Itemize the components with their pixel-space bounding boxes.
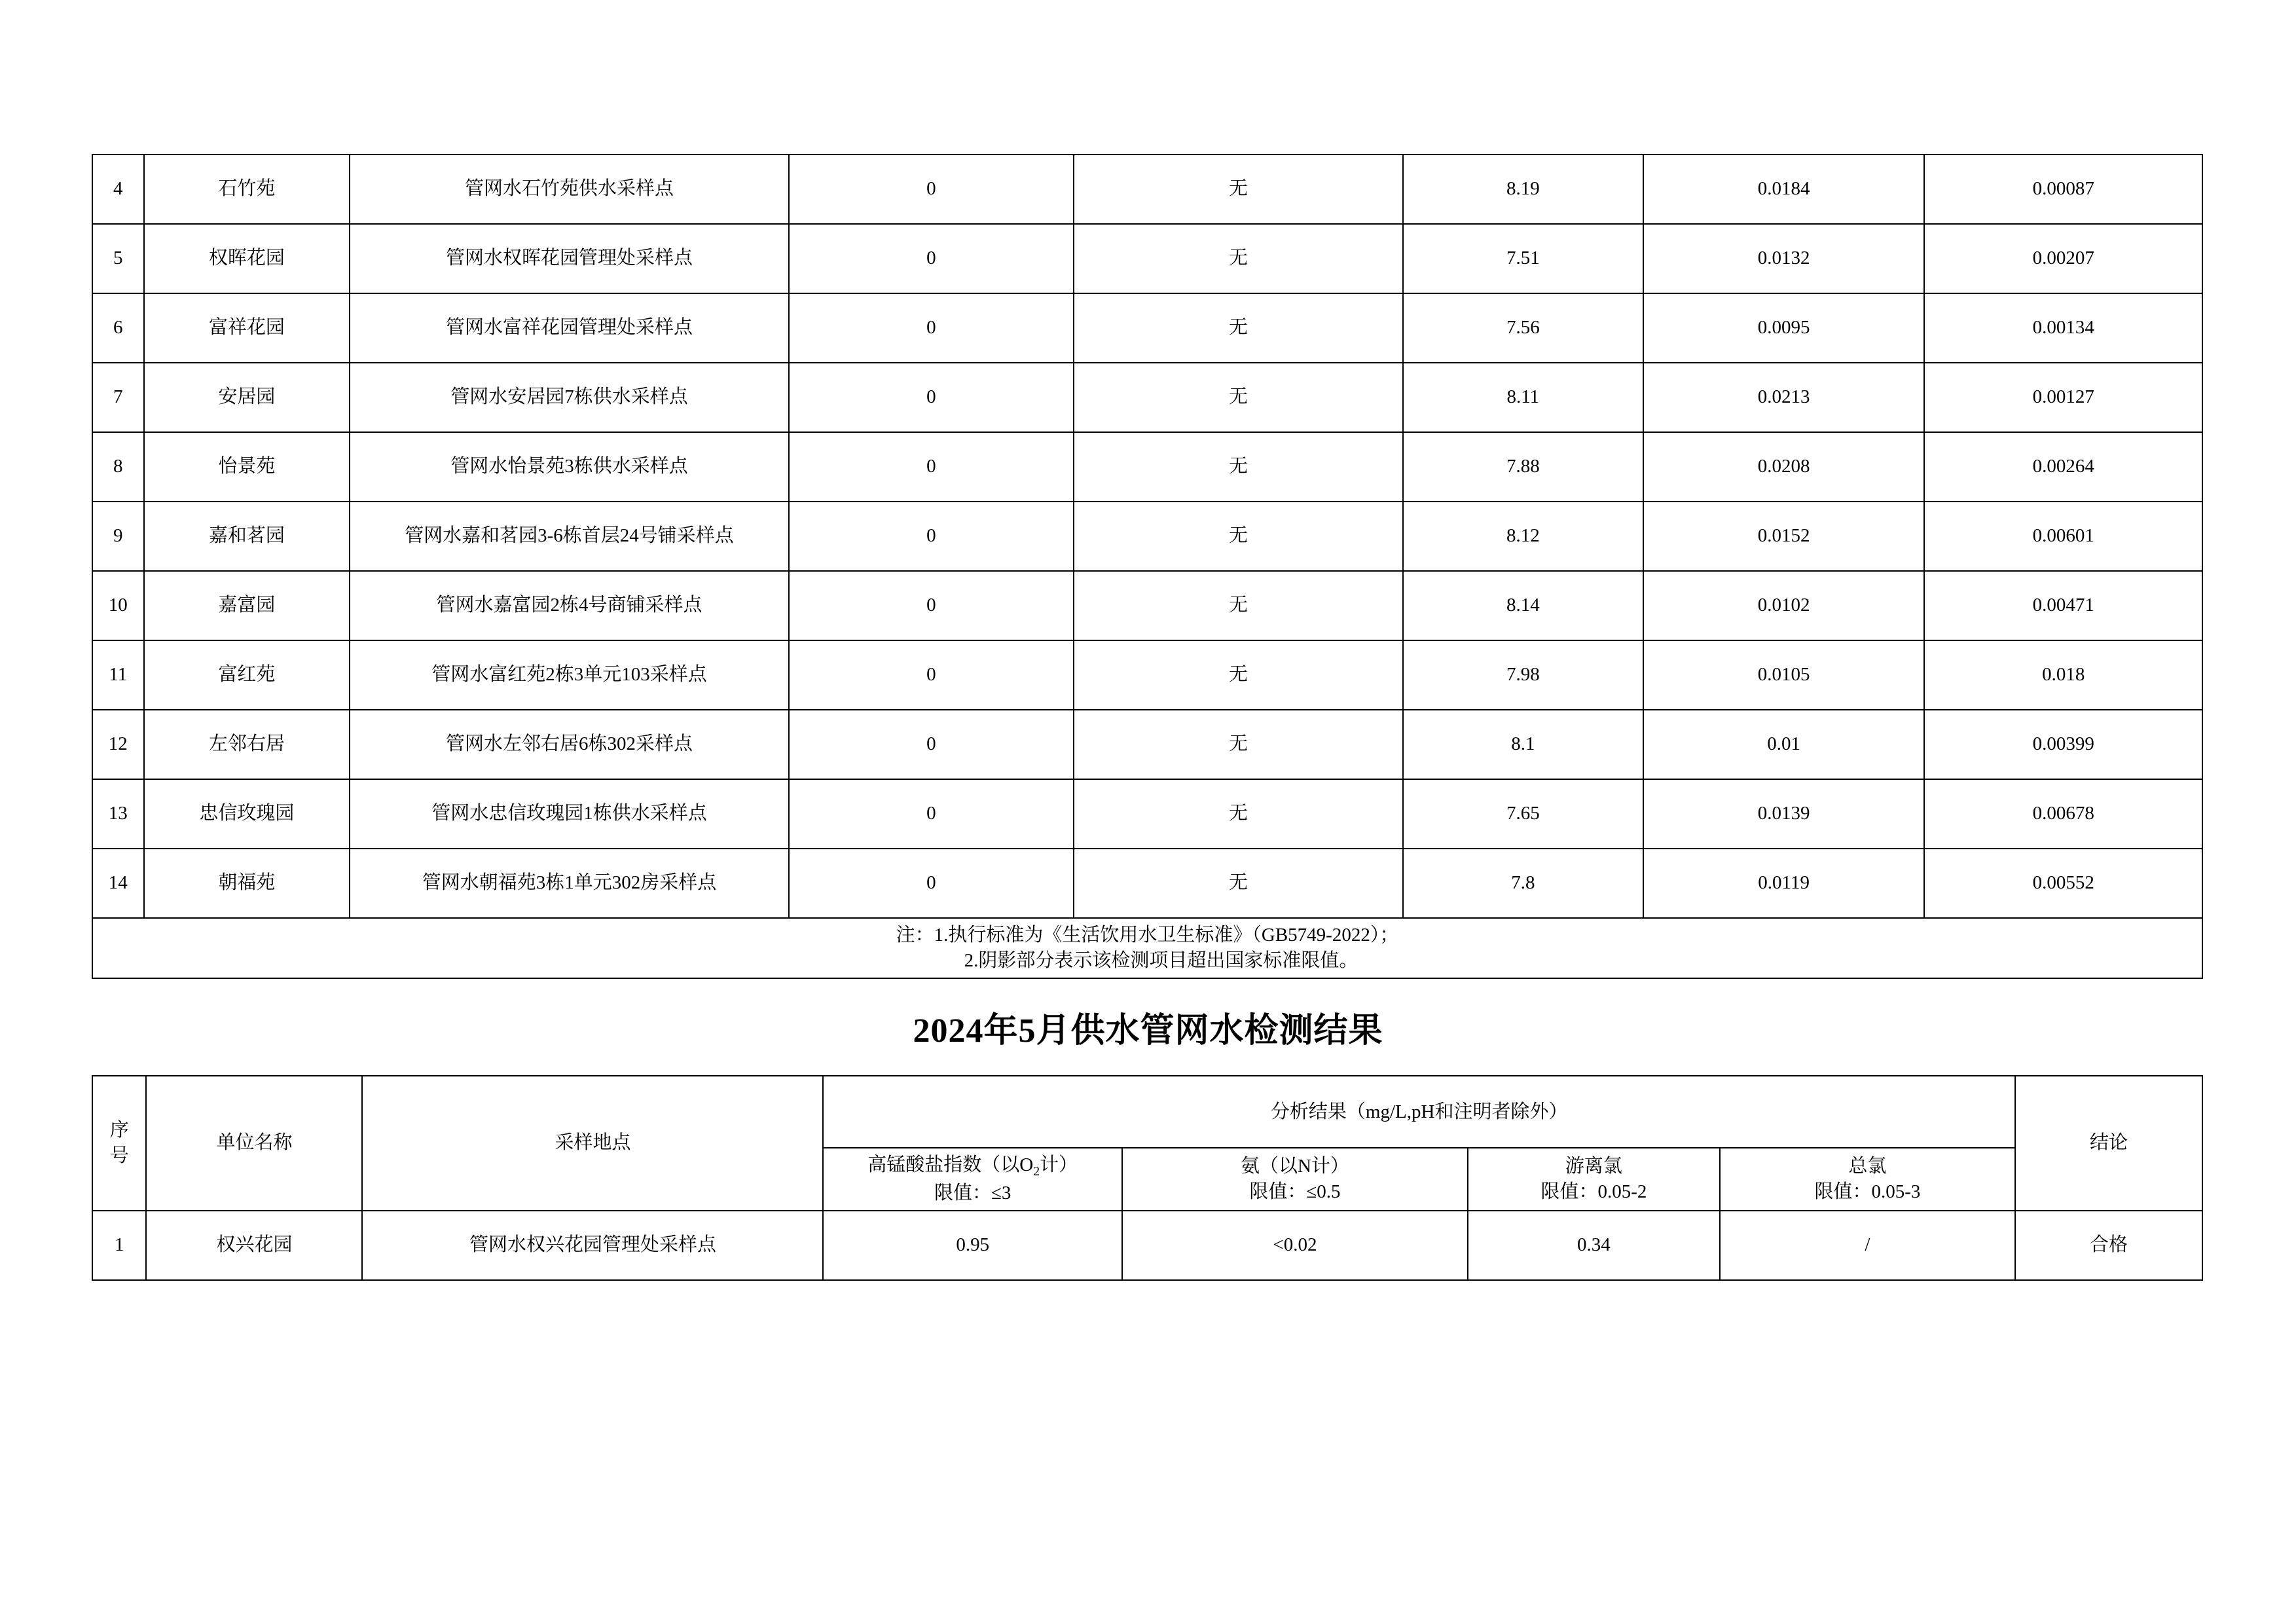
cell-value-4: 0.0208 xyxy=(1643,432,1925,502)
cell-unit-name: 朝福苑 xyxy=(144,849,350,918)
cell-value-4: 0.0152 xyxy=(1643,502,1925,571)
cell-sampling-site: 管网水安居园7栋供水采样点 xyxy=(350,363,789,432)
water-quality-table-continued xyxy=(92,154,2203,979)
table1-footnotes xyxy=(92,918,2202,978)
cell-unit-name: 嘉和茗园 xyxy=(144,502,350,571)
header-unit-name: 单位名称 xyxy=(146,1076,362,1211)
cell-sequence: 1 xyxy=(92,1211,146,1280)
cell-value-2: 无 xyxy=(1074,849,1403,918)
cell-sequence: 5 xyxy=(92,224,144,293)
cell-unit-name: 安居园 xyxy=(144,363,350,432)
cell-sequence: 11 xyxy=(92,640,144,710)
header-analyte-1 xyxy=(823,1148,1121,1211)
cell-permanganate-index: 0.95 xyxy=(823,1211,1121,1280)
cell-unit-name: 富红苑 xyxy=(144,640,350,710)
header-analyte-limit-3: 限值：0.05-2 xyxy=(1540,1181,1647,1203)
header-analyte-name-2: 氨（以N计） xyxy=(1240,1155,1349,1177)
cell-unit-name: 富祥花园 xyxy=(144,293,350,363)
cell-sampling-site: 管网水忠信玫瑰园1栋供水采样点 xyxy=(350,779,789,849)
cell-unit-name: 权晖花园 xyxy=(144,224,350,293)
header-conclusion: 结论 xyxy=(2015,1076,2202,1211)
cell-value-2: 无 xyxy=(1074,710,1403,779)
cell-value-2: 无 xyxy=(1074,571,1403,640)
cell-sequence: 4 xyxy=(92,155,144,224)
cell-sequence: 14 xyxy=(92,849,144,918)
cell-unit-name: 权兴花园 xyxy=(146,1211,362,1280)
header-analyte-name-1: 高锰酸盐指数（以$O_2$计） xyxy=(867,1154,1078,1179)
cell-value-2: 无 xyxy=(1074,432,1403,502)
note-line-2: 2.阴影部分表示该检测项目超出国家标准限值。 xyxy=(964,950,1358,972)
cell-value-1: 0 xyxy=(789,640,1074,710)
cell-value-4: 0.0095 xyxy=(1643,293,1925,363)
table-row xyxy=(92,779,2202,849)
cell-sampling-site: 管网水权兴花园管理处采样点 xyxy=(362,1211,823,1280)
cell-value-5: 0.00127 xyxy=(1924,363,2202,432)
cell-value-1: 0 xyxy=(789,779,1074,849)
header-analyte-4 xyxy=(1720,1148,2015,1211)
table-row xyxy=(92,363,2202,432)
cell-free-chlorine: 0.34 xyxy=(1468,1211,1720,1280)
cell-value-4: 0.0213 xyxy=(1643,363,1925,432)
cell-value-2: 无 xyxy=(1074,155,1403,224)
cell-value-3: 7.65 xyxy=(1403,779,1643,849)
header-analyte-limit-2: 限值：≤0.5 xyxy=(1249,1181,1341,1203)
cell-value-2: 无 xyxy=(1074,640,1403,710)
cell-conclusion: 合格 xyxy=(2015,1211,2202,1280)
cell-value-2: 无 xyxy=(1074,293,1403,363)
cell-unit-name: 怡景苑 xyxy=(144,432,350,502)
cell-value-3: 7.98 xyxy=(1403,640,1643,710)
table1-body xyxy=(92,155,2202,918)
cell-unit-name: 忠信玫瑰园 xyxy=(144,779,350,849)
cell-sequence: 10 xyxy=(92,571,144,640)
cell-value-1: 0 xyxy=(789,224,1074,293)
cell-sampling-site: 管网水嘉富园2栋4号商铺采样点 xyxy=(350,571,789,640)
table-row xyxy=(92,571,2202,640)
cell-value-4: 0.0132 xyxy=(1643,224,1925,293)
header-sequence-line-2: 号 xyxy=(109,1145,129,1167)
cell-value-5: 0.00601 xyxy=(1924,502,2202,571)
cell-value-3: 7.88 xyxy=(1403,432,1643,502)
cell-value-3: 7.56 xyxy=(1403,293,1643,363)
header-analyte-2 xyxy=(1122,1148,1468,1211)
cell-value-1: 0 xyxy=(789,571,1074,640)
header-analysis-results-group: 分析结果（mg/L,pH和注明者除外） xyxy=(823,1076,2014,1148)
table-row xyxy=(92,502,2202,571)
cell-value-5: 0.00264 xyxy=(1924,432,2202,502)
header-sequence xyxy=(92,1076,146,1211)
cell-value-5: 0.00552 xyxy=(1924,849,2202,918)
cell-value-4: 0.01 xyxy=(1643,710,1925,779)
cell-value-5: 0.00678 xyxy=(1924,779,2202,849)
cell-unit-name: 石竹苑 xyxy=(144,155,350,224)
cell-value-1: 0 xyxy=(789,155,1074,224)
table-row xyxy=(92,293,2202,363)
cell-value-4: 0.0105 xyxy=(1643,640,1925,710)
cell-value-2: 无 xyxy=(1074,779,1403,849)
cell-sampling-site: 管网水朝福苑3栋1单元302房采样点 xyxy=(350,849,789,918)
cell-value-4: 0.0119 xyxy=(1643,849,1925,918)
cell-value-5: 0.00471 xyxy=(1924,571,2202,640)
cell-ammonia: <0.02 xyxy=(1122,1211,1468,1280)
cell-value-1: 0 xyxy=(789,363,1074,432)
cell-value-1: 0 xyxy=(789,432,1074,502)
cell-sampling-site: 管网水权晖花园管理处采样点 xyxy=(350,224,789,293)
cell-sampling-site: 管网水嘉和茗园3-6栋首层24号铺采样点 xyxy=(350,502,789,571)
cell-sequence: 7 xyxy=(92,363,144,432)
table2-body xyxy=(92,1211,2202,1280)
page-title: 2024年5月供水管网水检测结果 xyxy=(913,1012,1383,1050)
header-analyte-3 xyxy=(1468,1148,1720,1211)
header-analyte-limit-4: 限值：0.05-3 xyxy=(1814,1181,1921,1203)
table2-head xyxy=(92,1076,2202,1211)
table-row xyxy=(92,849,2202,918)
table-row xyxy=(92,1211,2202,1280)
table-row xyxy=(92,155,2202,224)
cell-sampling-site: 管网水富红苑2栋3单元103采样点 xyxy=(350,640,789,710)
note-line-1: 注：1.执行标准为《生活饮用水卫生标准》（GB5749-2022）； xyxy=(896,925,1399,946)
table-row-notes xyxy=(92,918,2202,978)
header-sampling-site: 采样地点 xyxy=(362,1076,823,1211)
cell-value-4: 0.0102 xyxy=(1643,571,1925,640)
table-row xyxy=(92,710,2202,779)
cell-value-5: 0.00134 xyxy=(1924,293,2202,363)
cell-sampling-site: 管网水石竹苑供水采样点 xyxy=(350,155,789,224)
cell-value-1: 0 xyxy=(789,849,1074,918)
cell-sequence: 13 xyxy=(92,779,144,849)
cell-sequence: 6 xyxy=(92,293,144,363)
cell-sampling-site: 管网水怡景苑3栋供水采样点 xyxy=(350,432,789,502)
table2-header-row-1 xyxy=(92,1076,2202,1148)
cell-sequence: 9 xyxy=(92,502,144,571)
cell-value-1: 0 xyxy=(789,293,1074,363)
cell-value-4: 0.0139 xyxy=(1643,779,1925,849)
header-analyte-limit-1: 限值：≤3 xyxy=(934,1182,1011,1203)
cell-value-4: 0.0184 xyxy=(1643,155,1925,224)
cell-unit-name: 嘉富园 xyxy=(144,571,350,640)
notes-cell xyxy=(92,918,2202,978)
cell-sequence: 8 xyxy=(92,432,144,502)
water-pipeline-results-table xyxy=(92,1075,2203,1281)
header-analyte-name-4: 总氯 xyxy=(1848,1155,1887,1177)
cell-value-3: 7.51 xyxy=(1403,224,1643,293)
header-sequence-line-1: 序 xyxy=(109,1119,129,1141)
cell-value-1: 0 xyxy=(789,710,1074,779)
cell-value-5: 0.00087 xyxy=(1924,155,2202,224)
cell-value-2: 无 xyxy=(1074,363,1403,432)
cell-total-chlorine: / xyxy=(1720,1211,2015,1280)
cell-value-3: 8.11 xyxy=(1403,363,1643,432)
cell-value-2: 无 xyxy=(1074,502,1403,571)
header-analyte-subscript-1: 2 xyxy=(1033,1164,1040,1179)
cell-value-2: 无 xyxy=(1074,224,1403,293)
cell-value-5: 0.018 xyxy=(1924,640,2202,710)
cell-value-3: 8.14 xyxy=(1403,571,1643,640)
cell-unit-name: 左邻右居 xyxy=(144,710,350,779)
cell-value-1: 0 xyxy=(789,502,1074,571)
cell-sampling-site: 管网水左邻右居6栋302采样点 xyxy=(350,710,789,779)
cell-value-3: 7.8 xyxy=(1403,849,1643,918)
cell-value-3: 8.1 xyxy=(1403,710,1643,779)
header-analyte-name-3: 游离氯 xyxy=(1565,1155,1622,1177)
cell-sequence: 12 xyxy=(92,710,144,779)
table-row xyxy=(92,432,2202,502)
table-row xyxy=(92,640,2202,710)
cell-value-3: 8.12 xyxy=(1403,502,1643,571)
cell-value-5: 0.00207 xyxy=(1924,224,2202,293)
cell-value-5: 0.00399 xyxy=(1924,710,2202,779)
table-row xyxy=(92,224,2202,293)
cell-sampling-site: 管网水富祥花园管理处采样点 xyxy=(350,293,789,363)
cell-value-3: 8.19 xyxy=(1403,155,1643,224)
